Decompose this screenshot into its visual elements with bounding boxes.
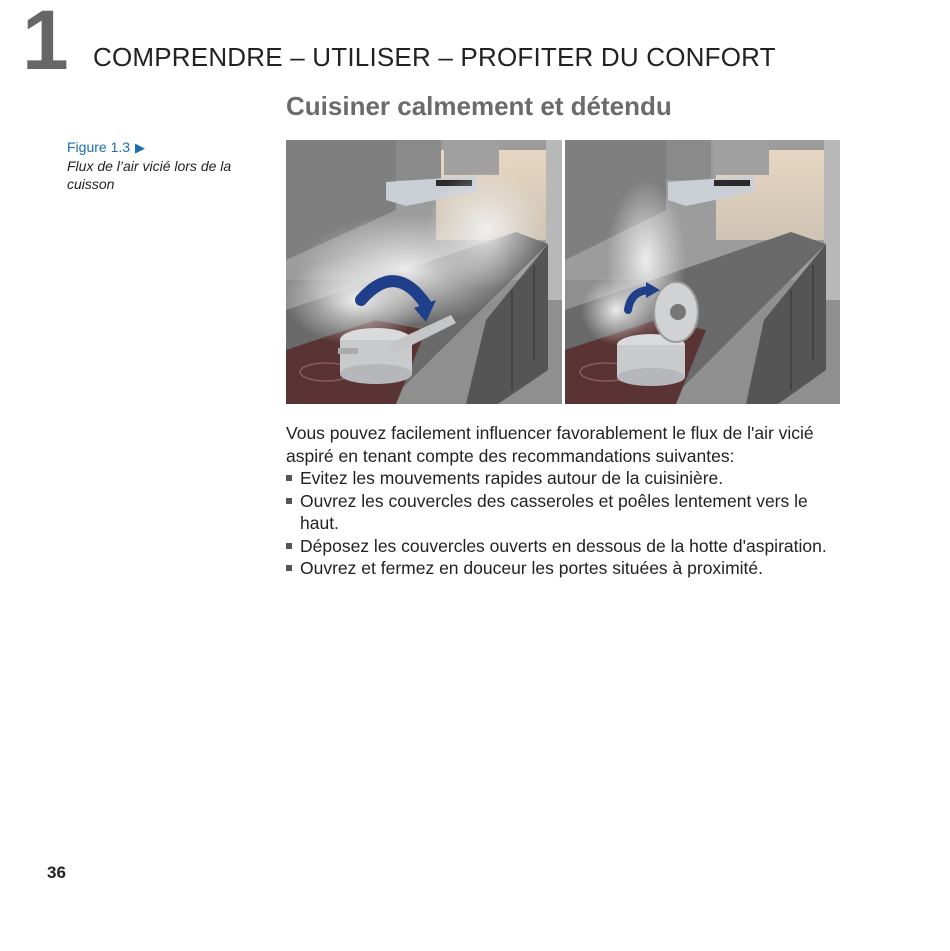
list-item-text: Evitez les mouvements rapides autour de la cuisinière.: [300, 468, 724, 488]
list-item: [286, 490, 846, 535]
figure-caption: Flux de l’air vicié lors de la cuisson: [67, 158, 232, 192]
left-panel-illustration: [286, 140, 562, 404]
list-item-text: Ouvrez et fermez en douceur les portes situées à proximité.: [300, 558, 763, 578]
recommendations-list: [286, 467, 846, 580]
figure-label-text: Figure 1.3: [67, 139, 131, 155]
bullet-square-icon: [286, 565, 292, 571]
list-item: [286, 467, 846, 490]
body-text: [286, 422, 846, 580]
list-item: [286, 557, 846, 580]
intro-paragraph: Vous pouvez facilement influencer favorablement le flux de l'air vicié aspiré en tenant compte des recommandations suivantes:: [286, 423, 814, 466]
chapter-title: COMPRENDRE – UTILISER – PROFITER DU CONFORT: [93, 42, 776, 72]
bullet-square-icon: [286, 543, 292, 549]
figure-kitchen-illustration: [286, 140, 840, 404]
right-panel-illustration: [565, 140, 840, 404]
section-title: Cuisiner calmement et détendu: [286, 91, 672, 121]
list-item: [286, 535, 846, 558]
figure-label: [67, 139, 145, 156]
list-item-text: Déposez les couvercles ouverts en dessous de la hotte d'aspiration.: [300, 535, 827, 556]
bullet-square-icon: [286, 498, 292, 504]
page-number: 36: [47, 863, 66, 882]
play-arrow-icon: ▶: [135, 140, 146, 155]
list-item-text: Ouvrez les couvercles des casseroles et poêles lentement vers le haut.: [300, 490, 808, 533]
chapter-number: 1: [22, 0, 67, 87]
bullet-square-icon: [286, 475, 292, 481]
